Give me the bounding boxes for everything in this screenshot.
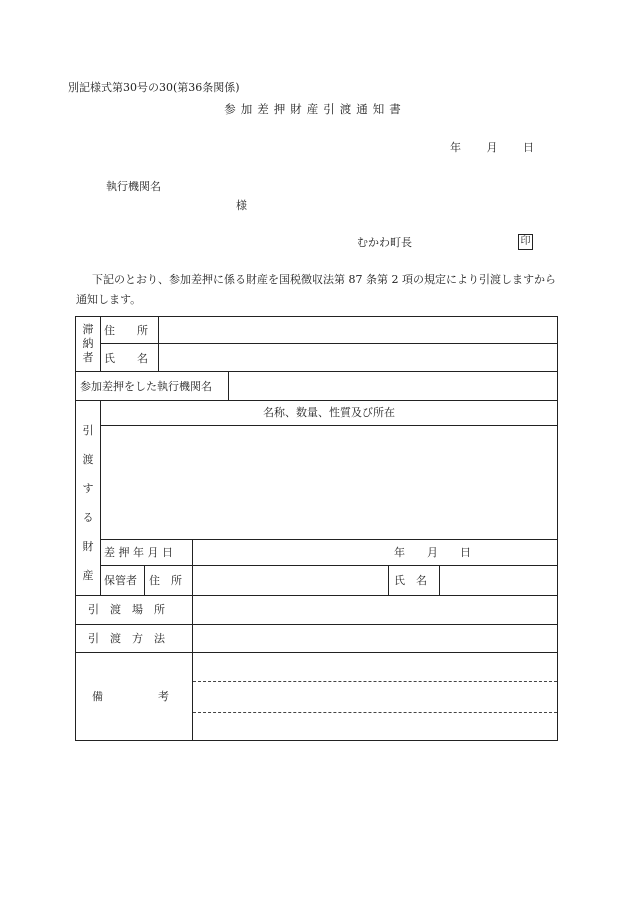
custodian-label: 保管者 [104,574,137,587]
participating-agency-label: 参加差押をした執行機関名 [80,380,212,393]
delivery-method-label: 引 渡 方 法 [88,632,165,645]
custodian-address-label: 住 所 [149,574,182,587]
seizure-date-value: 年 月 日 [394,546,471,559]
delivery-place-label: 引 渡 場 所 [88,603,165,616]
sender-name: むかわ町長 [357,236,412,249]
property-header: 名称、数量、性質及び所在 [263,406,395,419]
remarks-label: 備 考 [92,690,169,703]
seal-mark: 印 [518,234,533,250]
notice-body-text: 下記のとおり、参加差押に係る財産を国税徴収法第 87 条第 2 項の規定により引渡しますから通知します。 [76,273,556,306]
document-title: 参加差押財産引渡通知書 [224,102,406,116]
name-label: 氏 名 [104,352,148,365]
delinquent-label: 滞 納 者 [82,323,94,364]
delivery-notice-table [75,316,558,741]
issue-date-line: 年 月 日 [450,141,534,154]
address-label: 住 所 [104,324,148,337]
seizure-date-label: 差 押 年 月 日 [104,546,173,559]
recipient-honorific: 様 [236,199,247,212]
recipient-agency-label: 執行機関名 [106,180,161,193]
property-label: 引 渡 す る 財 産 [82,424,94,582]
custodian-name-label: 氏 名 [394,574,427,587]
form-number: 別記様式第30号の30(第36条関係) [68,81,240,94]
